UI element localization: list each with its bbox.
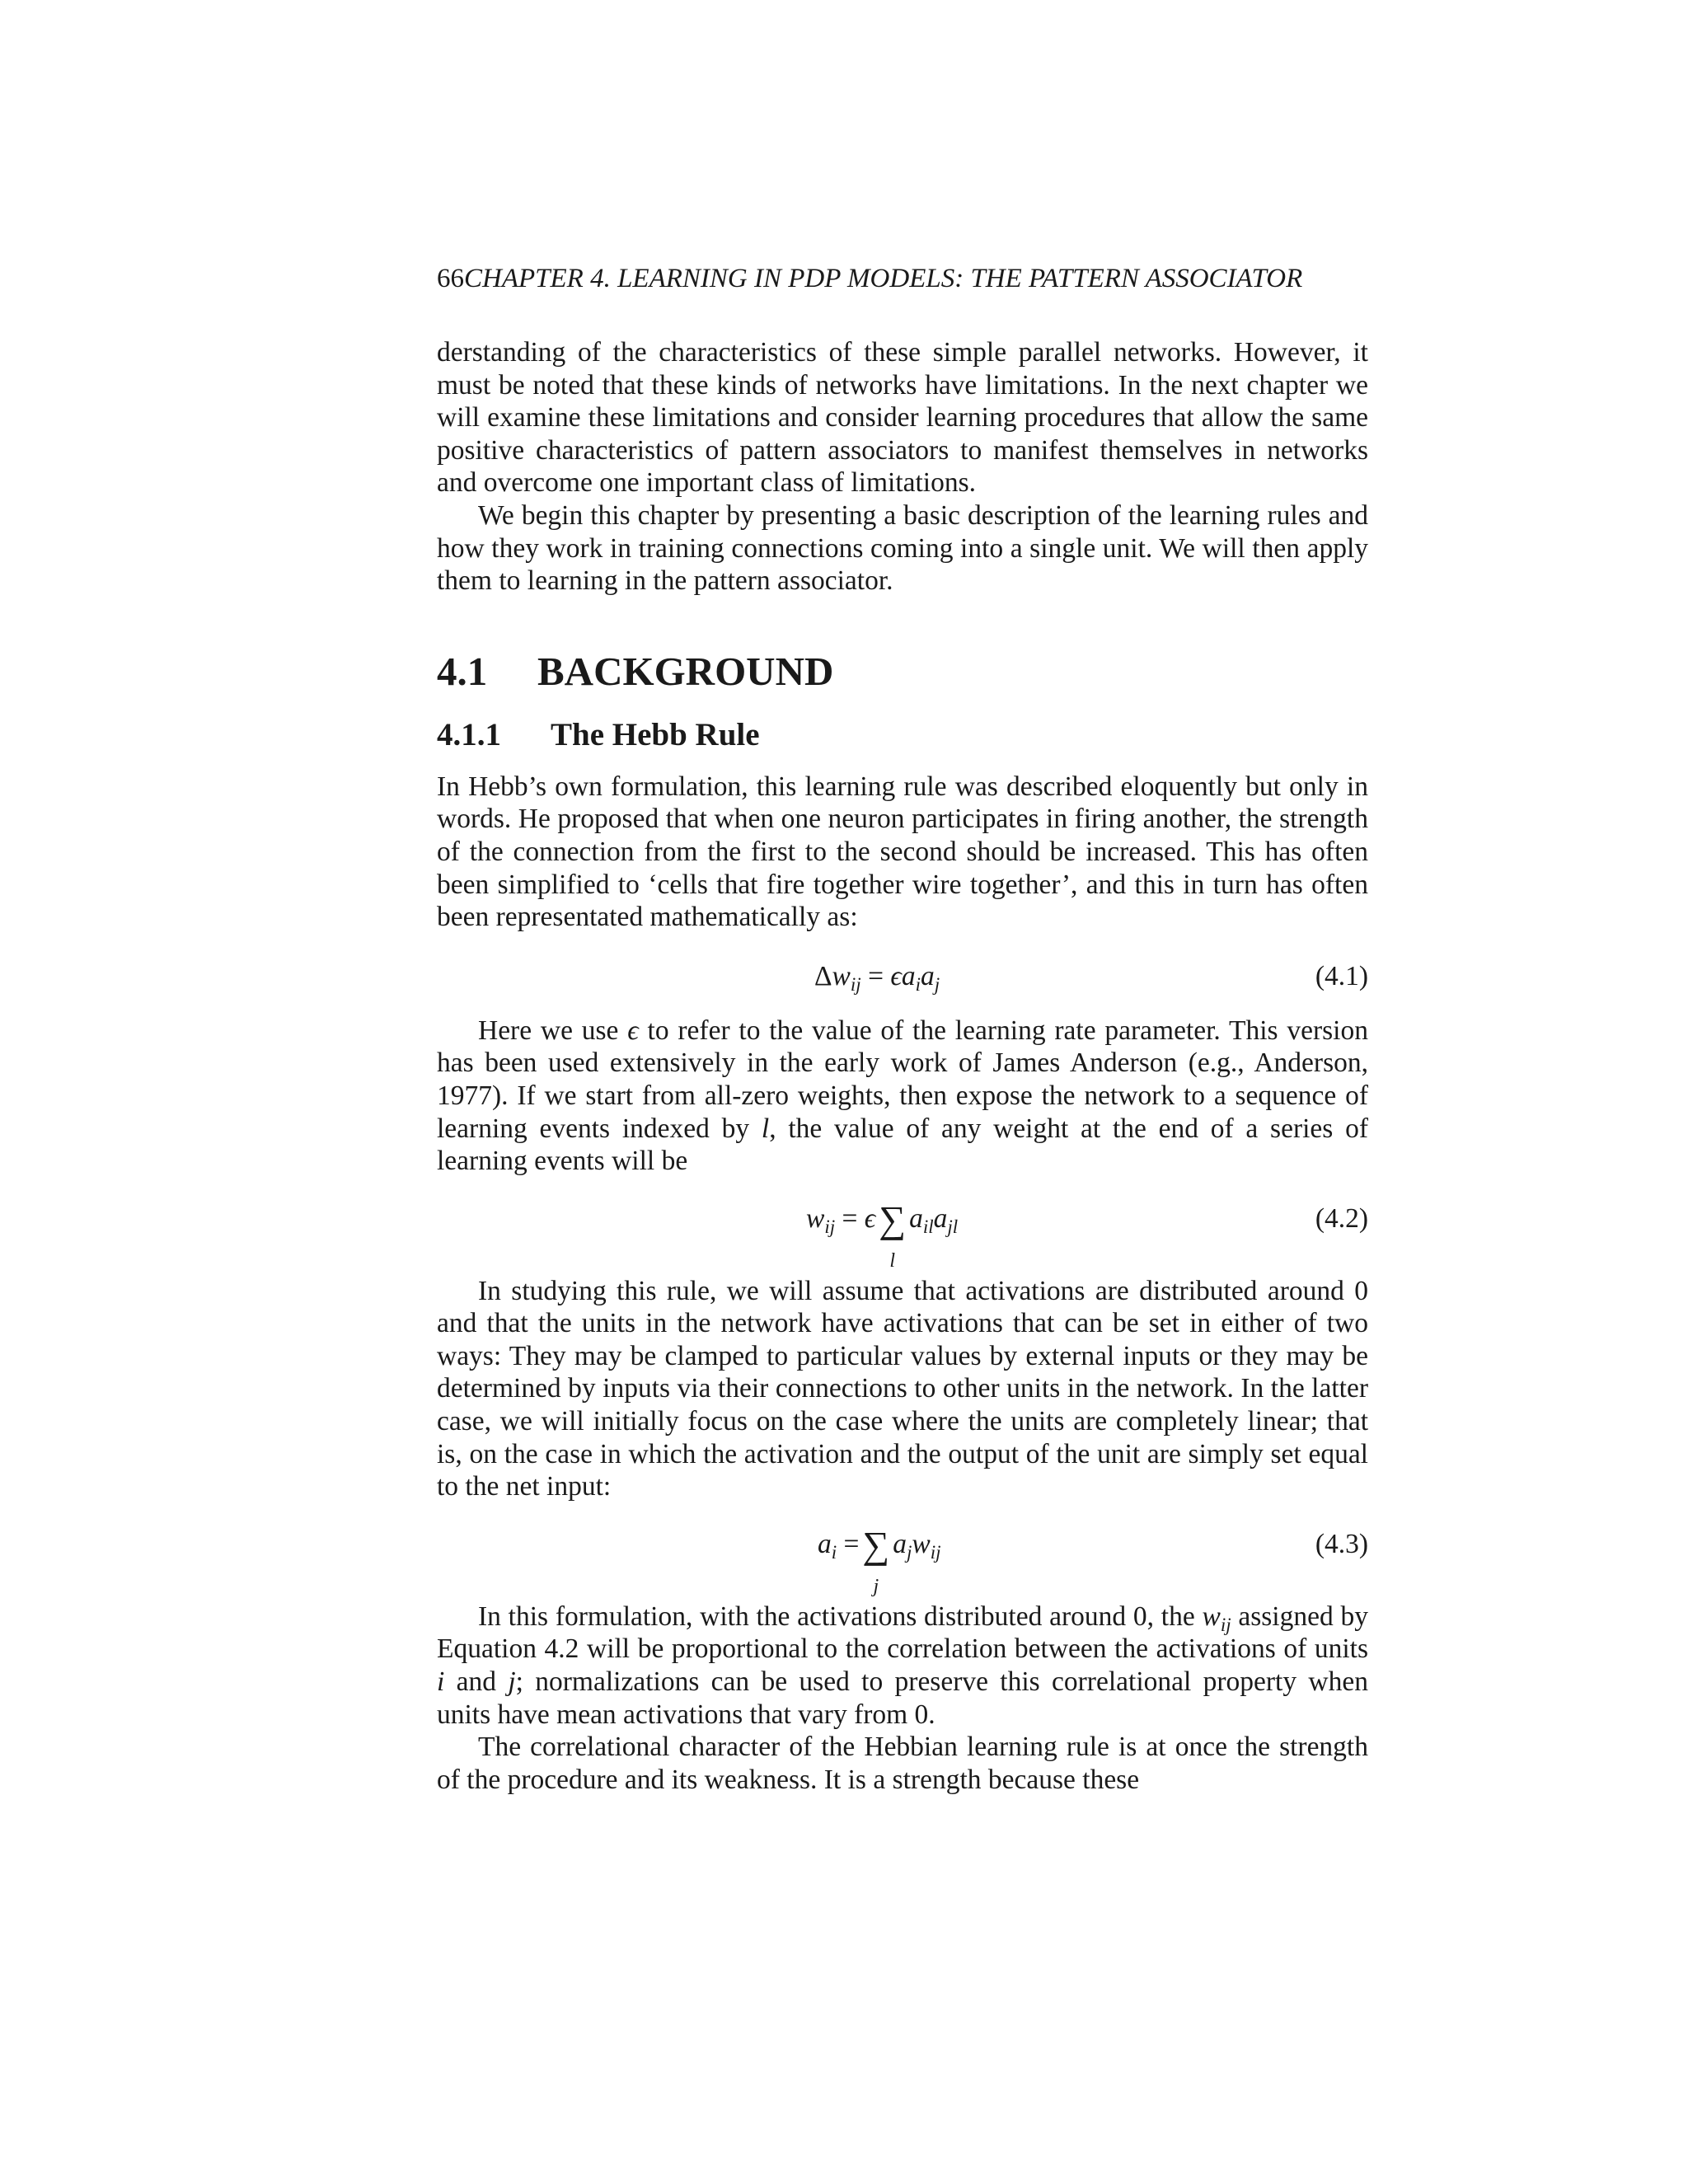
equation-4-3-formula: $a_i$ =∑ j $a_jw_{ij}$ <box>818 1523 941 1597</box>
paragraph-3: In Hebb’s own formulation, this learning rule was described eloquently but only in words. He proposed that when one neuron participates in firing another, the strength of the connection from the first to the second should be increased. This has often been simplified to ‘cells that fire together wire together’, and this in turn has often been representated mathematically as: <box>437 771 1368 933</box>
paragraph-4-part-c: , the value of any weight at the end of a series of learning events will be <box>437 1113 1368 1177</box>
paragraph-2: We begin this chapter by presenting a basic description of the learning rules and how they work in training connections coming into a single unit. We will then apply them to learning in the pattern associator. <box>437 499 1368 597</box>
weight-symbol: $w_{ij}$ <box>1202 1601 1231 1635</box>
page-number: 66 <box>437 264 464 293</box>
equation-4-3 <box>437 1520 1368 1597</box>
paragraph-6-part-d: ; normalizations can be used to preserve this correlational property when units have mean activations that vary from 0. <box>437 1666 1368 1730</box>
subsection-heading-4-1-1 <box>437 716 1368 754</box>
equation-4-1 <box>437 952 1368 1001</box>
epsilon-symbol: ϵ <box>627 1015 639 1046</box>
running-head <box>437 262 1409 295</box>
section-heading-4-1 <box>437 649 1368 695</box>
paragraph-4 <box>437 1015 1368 1178</box>
paragraph-5: In studying this rule, we will assume that activations are distributed around 0 and that the units in the network have activations that can be set in either of two ways: They may be clamped to particular values by external inputs or they may be determined by inputs via their connections to other units in the network. In the latter case, we will initially focus on the case where the units are completely linear; that is, on the case in which the activation and the output of the unit are simply set equal to the net input: <box>437 1275 1368 1502</box>
chapter-title: CHAPTER 4. LEARNING IN PDP MODELS: THE PATTERN ASSOCIATOR <box>464 264 1303 293</box>
equation-number: (4.2) <box>1315 1202 1368 1234</box>
paragraph-4-part-a: Here we use <box>478 1015 628 1046</box>
section-title: BACKGROUND <box>537 648 834 694</box>
equation-4-2 <box>437 1194 1368 1272</box>
unit-i-symbol: i <box>437 1666 445 1698</box>
paragraph-1: derstanding of the characteristics of these simple parallel networks. However, it must be noted that these kinds of networks have limitations. In the next chapter we will examine these limitations and consider learning procedures that allow the same positive characteristics of pattern associators to manifest themselves in networks and overcome one important class of limitations. <box>437 337 1368 499</box>
equation-number: (4.1) <box>1315 960 1368 991</box>
paragraph-6-part-c: and <box>444 1666 509 1698</box>
paragraph-4-part-b: to refer to the value of the learning rate parameter. This version has been used extensively in the early work of James Anderson (e.g., Anderson, 1977). If we start from all-zero weights, then expose the network to a sequence of learning events indexed by <box>437 1015 1368 1144</box>
equation-4-2-formula: $w_{ij} = \epsilon\sum$ l $a_{il}a_{jl}$ <box>806 1197 959 1272</box>
body-text <box>437 336 1368 1796</box>
summation-symbol: ∑ l <box>879 1197 907 1272</box>
equation-number: (4.3) <box>1315 1528 1368 1559</box>
paragraph-6-part-a: In this formulation, with the activations distributed around 0, the <box>478 1601 1203 1632</box>
subsection-title: The Hebb Rule <box>551 716 760 752</box>
paragraph-6 <box>437 1601 1368 1731</box>
summation-symbol: ∑ j <box>862 1523 890 1597</box>
paragraph-7: The correlational character of the Hebbian learning rule is at once the strength of the procedure and its weakness. It is a strength because these <box>437 1732 1368 1795</box>
index-l-symbol: l <box>761 1113 770 1144</box>
paragraph-6-part-b: assigned by Equation 4.2 will be proportional to the correlation between the activations of units <box>437 1601 1368 1665</box>
equation-4-1-formula: $\Delta w_{ij} = \epsilon a_ia_j$ <box>814 960 940 995</box>
unit-j-symbol: j <box>508 1666 516 1698</box>
section-number: 4.1 <box>437 648 488 694</box>
subsection-number: 4.1.1 <box>437 716 501 752</box>
